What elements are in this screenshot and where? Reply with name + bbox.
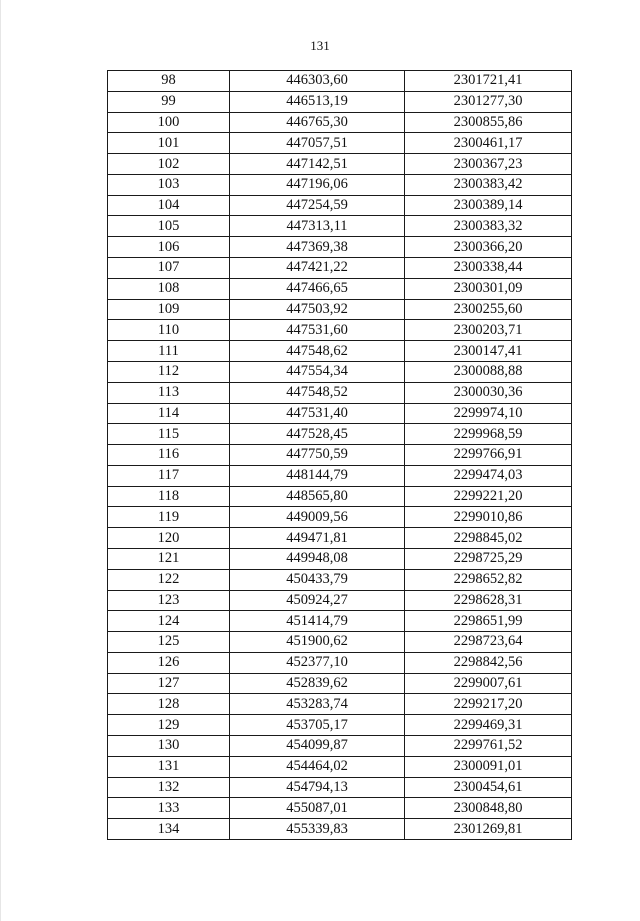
table-row bbox=[108, 465, 572, 486]
x-coordinate-cell: 447466,65 bbox=[230, 278, 405, 299]
table-row bbox=[108, 632, 572, 653]
x-coordinate-cell: 447142,51 bbox=[230, 154, 405, 175]
y-coordinate-cell: 2300454,61 bbox=[405, 777, 572, 798]
x-coordinate-cell: 446765,30 bbox=[230, 112, 405, 133]
y-coordinate-cell: 2298845,02 bbox=[405, 528, 572, 549]
y-coordinate-cell: 2299766,91 bbox=[405, 445, 572, 466]
x-coordinate-cell: 455087,01 bbox=[230, 798, 405, 819]
x-coordinate-cell: 447196,06 bbox=[230, 174, 405, 195]
y-coordinate-cell: 2300389,14 bbox=[405, 195, 572, 216]
x-coordinate-cell: 448565,80 bbox=[230, 486, 405, 507]
y-coordinate-cell: 2299217,20 bbox=[405, 694, 572, 715]
point-number-cell: 110 bbox=[108, 320, 230, 341]
x-coordinate-cell: 447531,40 bbox=[230, 403, 405, 424]
y-coordinate-cell: 2298725,29 bbox=[405, 548, 572, 569]
table-row bbox=[108, 382, 572, 403]
y-coordinate-cell: 2300383,32 bbox=[405, 216, 572, 237]
y-coordinate-cell: 2300091,01 bbox=[405, 756, 572, 777]
x-coordinate-cell: 449009,56 bbox=[230, 507, 405, 528]
point-number-cell: 109 bbox=[108, 299, 230, 320]
y-coordinate-cell: 2300367,23 bbox=[405, 154, 572, 175]
y-coordinate-cell: 2300255,60 bbox=[405, 299, 572, 320]
y-coordinate-cell: 2299010,86 bbox=[405, 507, 572, 528]
point-number-cell: 111 bbox=[108, 341, 230, 362]
y-coordinate-cell: 2300088,88 bbox=[405, 361, 572, 382]
table-row bbox=[108, 736, 572, 757]
point-number-cell: 129 bbox=[108, 715, 230, 736]
y-coordinate-cell: 2298651,99 bbox=[405, 611, 572, 632]
table-row bbox=[108, 673, 572, 694]
point-number-cell: 100 bbox=[108, 112, 230, 133]
table-row bbox=[108, 715, 572, 736]
table-row bbox=[108, 507, 572, 528]
x-coordinate-cell: 448144,79 bbox=[230, 465, 405, 486]
y-coordinate-cell: 2299974,10 bbox=[405, 403, 572, 424]
x-coordinate-cell: 451900,62 bbox=[230, 632, 405, 653]
point-number-cell: 106 bbox=[108, 237, 230, 258]
x-coordinate-cell: 447531,60 bbox=[230, 320, 405, 341]
table-row bbox=[108, 195, 572, 216]
table-row bbox=[108, 341, 572, 362]
x-coordinate-cell: 449471,81 bbox=[230, 528, 405, 549]
x-coordinate-cell: 447554,34 bbox=[230, 361, 405, 382]
y-coordinate-cell: 2300366,20 bbox=[405, 237, 572, 258]
x-coordinate-cell: 449948,08 bbox=[230, 548, 405, 569]
table-row bbox=[108, 320, 572, 341]
table-row bbox=[108, 652, 572, 673]
point-number-cell: 122 bbox=[108, 569, 230, 590]
x-coordinate-cell: 447503,92 bbox=[230, 299, 405, 320]
point-number-cell: 103 bbox=[108, 174, 230, 195]
table-row bbox=[108, 237, 572, 258]
table-row bbox=[108, 258, 572, 279]
x-coordinate-cell: 447313,11 bbox=[230, 216, 405, 237]
point-number-cell: 128 bbox=[108, 694, 230, 715]
table-row bbox=[108, 569, 572, 590]
point-number-cell: 126 bbox=[108, 652, 230, 673]
y-coordinate-cell: 2300147,41 bbox=[405, 341, 572, 362]
point-number-cell: 132 bbox=[108, 777, 230, 798]
point-number-cell: 101 bbox=[108, 133, 230, 154]
point-number-cell: 133 bbox=[108, 798, 230, 819]
y-coordinate-cell: 2299469,31 bbox=[405, 715, 572, 736]
x-coordinate-cell: 454794,13 bbox=[230, 777, 405, 798]
y-coordinate-cell: 2298723,64 bbox=[405, 632, 572, 653]
table-row bbox=[108, 445, 572, 466]
point-number-cell: 125 bbox=[108, 632, 230, 653]
point-number-cell: 121 bbox=[108, 548, 230, 569]
point-number-cell: 99 bbox=[108, 91, 230, 112]
x-coordinate-cell: 453283,74 bbox=[230, 694, 405, 715]
x-coordinate-cell: 447369,38 bbox=[230, 237, 405, 258]
x-coordinate-cell: 454099,87 bbox=[230, 736, 405, 757]
point-number-cell: 102 bbox=[108, 154, 230, 175]
x-coordinate-cell: 455339,83 bbox=[230, 819, 405, 840]
y-coordinate-cell: 2300848,80 bbox=[405, 798, 572, 819]
point-number-cell: 119 bbox=[108, 507, 230, 528]
y-coordinate-cell: 2300855,86 bbox=[405, 112, 572, 133]
point-number-cell: 127 bbox=[108, 673, 230, 694]
table-row bbox=[108, 424, 572, 445]
table-row bbox=[108, 174, 572, 195]
point-number-cell: 117 bbox=[108, 465, 230, 486]
table-row bbox=[108, 216, 572, 237]
table-row bbox=[108, 133, 572, 154]
table-row bbox=[108, 91, 572, 112]
x-coordinate-cell: 447548,52 bbox=[230, 382, 405, 403]
table-row bbox=[108, 798, 572, 819]
point-number-cell: 116 bbox=[108, 445, 230, 466]
table-row bbox=[108, 278, 572, 299]
point-number-cell: 112 bbox=[108, 361, 230, 382]
table-row bbox=[108, 756, 572, 777]
x-coordinate-cell: 447254,59 bbox=[230, 195, 405, 216]
point-number-cell: 105 bbox=[108, 216, 230, 237]
table-row bbox=[108, 528, 572, 549]
y-coordinate-cell: 2301269,81 bbox=[405, 819, 572, 840]
x-coordinate-cell: 452377,10 bbox=[230, 652, 405, 673]
y-coordinate-cell: 2299474,03 bbox=[405, 465, 572, 486]
y-coordinate-cell: 2299968,59 bbox=[405, 424, 572, 445]
y-coordinate-cell: 2300030,36 bbox=[405, 382, 572, 403]
x-coordinate-cell: 450433,79 bbox=[230, 569, 405, 590]
y-coordinate-cell: 2301721,41 bbox=[405, 71, 572, 92]
point-number-cell: 115 bbox=[108, 424, 230, 445]
y-coordinate-cell: 2298628,31 bbox=[405, 590, 572, 611]
table-row bbox=[108, 112, 572, 133]
y-coordinate-cell: 2300301,09 bbox=[405, 278, 572, 299]
point-number-cell: 118 bbox=[108, 486, 230, 507]
y-coordinate-cell: 2298842,56 bbox=[405, 652, 572, 673]
table-row bbox=[108, 299, 572, 320]
x-coordinate-cell: 447750,59 bbox=[230, 445, 405, 466]
table-row bbox=[108, 548, 572, 569]
table-row bbox=[108, 486, 572, 507]
x-coordinate-cell: 453705,17 bbox=[230, 715, 405, 736]
y-coordinate-cell: 2300461,17 bbox=[405, 133, 572, 154]
table-row bbox=[108, 611, 572, 632]
x-coordinate-cell: 447528,45 bbox=[230, 424, 405, 445]
x-coordinate-cell: 446513,19 bbox=[230, 91, 405, 112]
y-coordinate-cell: 2299007,61 bbox=[405, 673, 572, 694]
x-coordinate-cell: 454464,02 bbox=[230, 756, 405, 777]
table-row bbox=[108, 71, 572, 92]
x-coordinate-cell: 450924,27 bbox=[230, 590, 405, 611]
y-coordinate-cell: 2298652,82 bbox=[405, 569, 572, 590]
point-number-cell: 98 bbox=[108, 71, 230, 92]
table-row bbox=[108, 694, 572, 715]
point-number-cell: 120 bbox=[108, 528, 230, 549]
x-coordinate-cell: 451414,79 bbox=[230, 611, 405, 632]
y-coordinate-cell: 2300383,42 bbox=[405, 174, 572, 195]
point-number-cell: 113 bbox=[108, 382, 230, 403]
x-coordinate-cell: 452839,62 bbox=[230, 673, 405, 694]
point-number-cell: 114 bbox=[108, 403, 230, 424]
scan-edge bbox=[0, 0, 1, 921]
x-coordinate-cell: 447548,62 bbox=[230, 341, 405, 362]
table-row bbox=[108, 403, 572, 424]
point-number-cell: 123 bbox=[108, 590, 230, 611]
table-row bbox=[108, 777, 572, 798]
y-coordinate-cell: 2300338,44 bbox=[405, 258, 572, 279]
point-number-cell: 104 bbox=[108, 195, 230, 216]
x-coordinate-cell: 446303,60 bbox=[230, 71, 405, 92]
point-number-cell: 134 bbox=[108, 819, 230, 840]
table-row bbox=[108, 590, 572, 611]
y-coordinate-cell: 2299221,20 bbox=[405, 486, 572, 507]
y-coordinate-cell: 2300203,71 bbox=[405, 320, 572, 341]
y-coordinate-cell: 2301277,30 bbox=[405, 91, 572, 112]
table-row bbox=[108, 819, 572, 840]
x-coordinate-cell: 447057,51 bbox=[230, 133, 405, 154]
point-number-cell: 131 bbox=[108, 756, 230, 777]
point-number-cell: 130 bbox=[108, 736, 230, 757]
point-number-cell: 124 bbox=[108, 611, 230, 632]
point-number-cell: 108 bbox=[108, 278, 230, 299]
x-coordinate-cell: 447421,22 bbox=[230, 258, 405, 279]
page-number: 131 bbox=[310, 38, 330, 53]
y-coordinate-cell: 2299761,52 bbox=[405, 736, 572, 757]
point-number-cell: 107 bbox=[108, 258, 230, 279]
coordinate-table bbox=[107, 70, 572, 840]
table-row bbox=[108, 154, 572, 175]
table-row bbox=[108, 361, 572, 382]
coordinate-table-body bbox=[108, 71, 572, 840]
